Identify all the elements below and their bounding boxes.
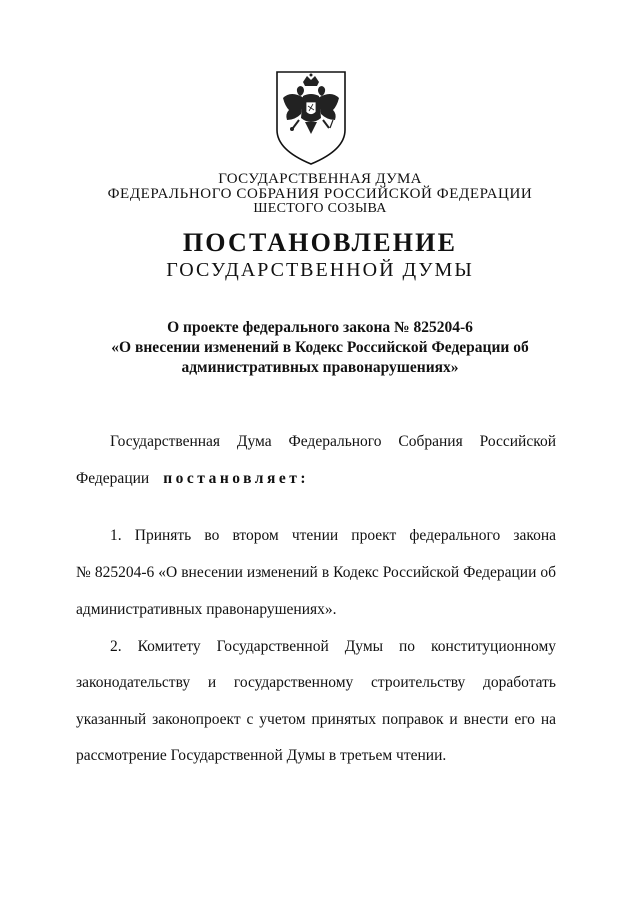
paragraph-2-line-1: 2. Комитету Государственной Думы по конституционному: [110, 638, 556, 655]
paragraph-1-line-2: № 825204-6 «О внесении изменений в Кодекс Российской Федерации об: [76, 564, 556, 581]
header-line-2: ФЕДЕРАЛЬНОГО СОБРАНИЯ РОССИЙСКОЙ ФЕДЕРАЦИИ: [107, 186, 533, 202]
document-title: ПОСТАНОВЛЕНИЕ: [182, 228, 458, 257]
paragraph-1-line-3: административных правонарушениях».: [76, 601, 337, 618]
subject-line-1: О проекте федерального закона № 825204-6: [167, 319, 473, 336]
intro-line-2: [76, 469, 556, 489]
header-line-1: ГОСУДАРСТВЕННАЯ ДУМА: [218, 171, 422, 187]
paragraph-2-line-4: рассмотрение Государственной Думы в третьем чтении.: [76, 747, 447, 764]
subject-line-2: «О внесении изменений в Кодекс Российской Федерации об: [111, 339, 529, 356]
decree-word: постановляет:: [163, 470, 310, 487]
paragraph-2-line-3: указанный законопроект с учетом принятых поправок и внести его на: [76, 711, 556, 728]
header-line-3: ШЕСТОГО СОЗЫВА: [253, 201, 387, 216]
russian-coat-of-arms-icon: [271, 68, 351, 168]
subject-line-3: административных правонарушениях»: [181, 359, 459, 376]
paragraph-1-line-1: 1. Принять во втором чтении проект федерального закона: [110, 527, 556, 544]
intro-federation-word: Федерации: [76, 470, 150, 487]
document-subtitle: ГОСУДАРСТВЕННОЙ ДУМЫ: [166, 259, 474, 281]
paragraph-2-line-2: законодательству и государственному строительству доработать: [76, 674, 556, 691]
intro-line-1: Государственная Дума Федерального Собрания Российской: [110, 433, 556, 450]
